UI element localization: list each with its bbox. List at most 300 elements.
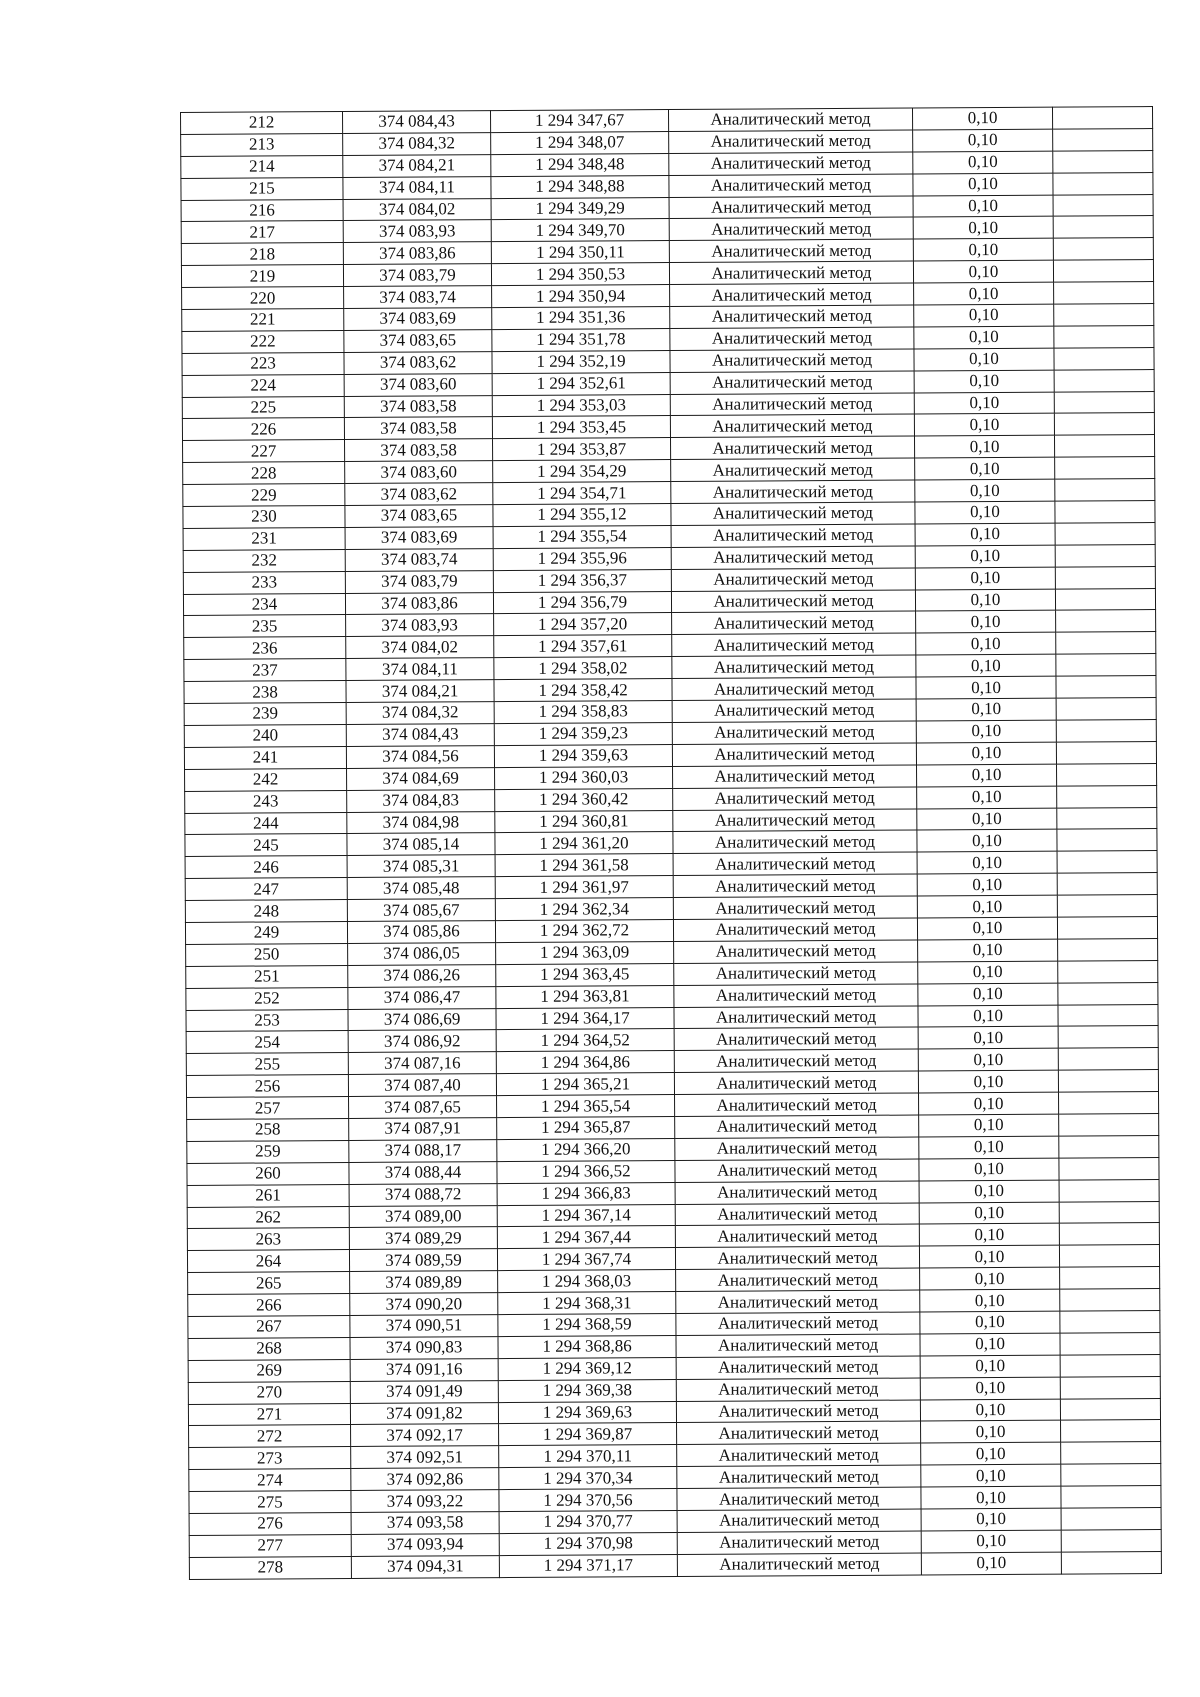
accuracy-cell: 0,10: [920, 1311, 1060, 1334]
method-cell: Аналитический метод: [674, 1071, 918, 1094]
empty-cell: [1058, 1004, 1158, 1027]
coordinate-x-cell: 374 085,31: [347, 855, 495, 878]
coordinate-y-cell: 1 294 363,81: [496, 985, 674, 1008]
coordinate-x-cell: 374 092,51: [351, 1446, 499, 1469]
empty-cell: [1060, 1376, 1160, 1399]
point-number-cell: 264: [187, 1250, 349, 1273]
method-cell: Аналитический метод: [670, 414, 914, 437]
accuracy-cell: 0,10: [918, 1048, 1058, 1071]
accuracy-cell: 0,10: [916, 742, 1056, 765]
coordinate-x-cell: 374 091,82: [350, 1402, 498, 1425]
accuracy-cell: 0,10: [917, 873, 1057, 896]
accuracy-cell: 0,10: [921, 1508, 1061, 1531]
method-cell: Аналитический метод: [677, 1465, 921, 1488]
coordinate-y-cell: 1 294 351,78: [492, 328, 670, 351]
coordinate-x-cell: 374 090,51: [350, 1315, 498, 1338]
method-cell: Аналитический метод: [671, 524, 915, 547]
point-number-cell: 263: [187, 1228, 349, 1251]
coordinate-y-cell: 1 294 368,86: [498, 1335, 676, 1358]
coordinate-y-cell: 1 294 369,87: [499, 1423, 677, 1446]
method-cell: Аналитический метод: [675, 1093, 919, 1116]
coordinate-x-cell: 374 084,11: [346, 658, 494, 681]
coordinate-x-cell: 374 083,74: [344, 286, 492, 309]
method-cell: Аналитический метод: [675, 1181, 919, 1204]
coordinate-x-cell: 374 093,58: [351, 1512, 499, 1535]
method-cell: Аналитический метод: [673, 896, 917, 919]
coordinate-y-cell: 1 294 370,77: [499, 1510, 677, 1533]
method-cell: Аналитический метод: [677, 1509, 921, 1532]
coordinate-x-cell: 374 083,86: [345, 592, 493, 615]
coordinate-x-cell: 374 083,58: [344, 395, 492, 418]
coordinate-x-cell: 374 083,69: [344, 308, 492, 331]
coordinate-x-cell: 374 092,86: [351, 1468, 499, 1491]
method-cell: Аналитический метод: [675, 1159, 919, 1182]
point-number-cell: 259: [187, 1140, 349, 1163]
empty-cell: [1053, 128, 1153, 151]
coordinate-x-cell: 374 084,43: [343, 111, 491, 134]
empty-cell: [1056, 698, 1156, 721]
coordinate-y-cell: 1 294 368,03: [498, 1270, 676, 1293]
accuracy-cell: 0,10: [920, 1399, 1060, 1422]
accuracy-cell: 0,10: [915, 457, 1055, 480]
coordinate-y-cell: 1 294 347,67: [490, 110, 668, 133]
coordinate-y-cell: 1 294 355,96: [493, 547, 671, 570]
point-number-cell: 278: [189, 1556, 351, 1579]
coordinate-y-cell: 1 294 359,23: [494, 722, 672, 745]
point-number-cell: 260: [187, 1162, 349, 1185]
point-number-cell: 216: [181, 199, 343, 222]
empty-cell: [1058, 1048, 1158, 1071]
point-number-cell: 223: [182, 352, 344, 375]
accuracy-cell: 0,10: [918, 961, 1058, 984]
point-number-cell: 231: [183, 527, 345, 550]
empty-cell: [1059, 1179, 1159, 1202]
empty-cell: [1054, 304, 1154, 327]
method-cell: Аналитический метод: [669, 261, 913, 284]
method-cell: Аналитический метод: [671, 568, 915, 591]
coordinate-x-cell: 374 087,91: [349, 1118, 497, 1141]
method-cell: Аналитический метод: [676, 1400, 920, 1423]
empty-cell: [1053, 172, 1153, 195]
coordinate-y-cell: 1 294 361,97: [495, 876, 673, 899]
method-cell: Аналитический метод: [677, 1443, 921, 1466]
accuracy-cell: 0,10: [919, 1158, 1059, 1181]
coordinate-y-cell: 1 294 363,45: [496, 963, 674, 986]
point-number-cell: 239: [184, 703, 346, 726]
coordinate-y-cell: 1 294 364,86: [496, 1051, 674, 1074]
accuracy-cell: 0,10: [914, 436, 1054, 459]
method-cell: Аналитический метод: [672, 721, 916, 744]
method-cell: Аналитический метод: [673, 809, 917, 832]
coordinate-y-cell: 1 294 369,12: [498, 1357, 676, 1380]
accuracy-cell: 0,10: [917, 764, 1057, 787]
method-cell: Аналитический метод: [676, 1290, 920, 1313]
empty-cell: [1058, 960, 1158, 983]
empty-cell: [1059, 1157, 1159, 1180]
accuracy-cell: 0,10: [917, 830, 1057, 853]
accuracy-cell: 0,10: [913, 239, 1053, 262]
coordinate-x-cell: 374 083,62: [345, 483, 493, 506]
accuracy-cell: 0,10: [919, 1224, 1059, 1247]
accuracy-cell: 0,10: [916, 611, 1056, 634]
accuracy-cell: 0,10: [921, 1442, 1061, 1465]
coordinate-x-cell: 374 083,74: [345, 548, 493, 571]
method-cell: Аналитический метод: [676, 1312, 920, 1335]
coordinate-y-cell: 1 294 355,54: [493, 525, 671, 548]
empty-cell: [1055, 544, 1155, 567]
point-number-cell: 266: [188, 1294, 350, 1317]
coordinate-y-cell: 1 294 349,70: [491, 219, 669, 242]
coordinate-x-cell: 374 088,44: [349, 1161, 497, 1184]
point-number-cell: 240: [184, 724, 346, 747]
method-cell: Аналитический метод: [676, 1334, 920, 1357]
empty-cell: [1061, 1529, 1161, 1552]
coordinate-y-cell: 1 294 362,34: [495, 898, 673, 921]
method-cell: Аналитический метод: [673, 830, 917, 853]
empty-cell: [1060, 1289, 1160, 1312]
accuracy-cell: 0,10: [914, 304, 1054, 327]
coordinate-y-cell: 1 294 352,19: [492, 350, 670, 373]
method-cell: Аналитический метод: [673, 787, 917, 810]
coordinate-y-cell: 1 294 355,12: [493, 504, 671, 527]
coordinate-y-cell: 1 294 359,63: [494, 744, 672, 767]
accuracy-cell: 0,10: [919, 1114, 1059, 1137]
coordinate-x-cell: 374 084,56: [346, 745, 494, 768]
coordinate-x-cell: 374 093,94: [351, 1533, 499, 1556]
method-cell: Аналитический метод: [669, 196, 913, 219]
accuracy-cell: 0,10: [915, 523, 1055, 546]
coordinate-x-cell: 374 084,43: [346, 724, 494, 747]
coordinate-x-cell: 374 083,93: [343, 220, 491, 243]
accuracy-cell: 0,10: [918, 1070, 1058, 1093]
empty-cell: [1056, 719, 1156, 742]
empty-cell: [1059, 1201, 1159, 1224]
accuracy-cell: 0,10: [915, 567, 1055, 590]
coordinate-y-cell: 1 294 349,29: [491, 197, 669, 220]
coordinate-x-cell: 374 084,11: [343, 176, 491, 199]
accuracy-cell: 0,10: [913, 129, 1053, 152]
coordinate-x-cell: 374 088,17: [349, 1139, 497, 1162]
method-cell: Аналитический метод: [675, 1203, 919, 1226]
accuracy-cell: 0,10: [913, 195, 1053, 218]
empty-cell: [1054, 347, 1154, 370]
coordinate-x-cell: 374 083,65: [345, 505, 493, 528]
empty-cell: [1056, 763, 1156, 786]
point-number-cell: 269: [188, 1359, 350, 1382]
point-number-cell: 236: [184, 637, 346, 660]
method-cell: Аналитический метод: [670, 283, 914, 306]
coordinate-y-cell: 1 294 350,11: [491, 241, 669, 264]
method-cell: Аналитический метод: [671, 546, 915, 569]
coordinate-x-cell: 374 083,58: [345, 439, 493, 462]
empty-cell: [1055, 522, 1155, 545]
accuracy-cell: 0,10: [913, 217, 1053, 240]
point-number-cell: 262: [187, 1206, 349, 1229]
empty-cell: [1061, 1486, 1161, 1509]
point-number-cell: 274: [189, 1469, 351, 1492]
coordinate-x-cell: 374 086,26: [348, 964, 496, 987]
accuracy-cell: 0,10: [914, 326, 1054, 349]
coordinate-y-cell: 1 294 365,54: [497, 1095, 675, 1118]
coordinate-x-cell: 374 083,60: [345, 461, 493, 484]
empty-cell: [1057, 807, 1157, 830]
method-cell: Аналитический метод: [675, 1115, 919, 1138]
point-number-cell: 213: [181, 133, 343, 156]
method-cell: Аналитический метод: [676, 1356, 920, 1379]
empty-cell: [1057, 785, 1157, 808]
accuracy-cell: 0,10: [921, 1486, 1061, 1509]
method-cell: Аналитический метод: [669, 239, 913, 262]
coordinate-y-cell: 1 294 366,20: [497, 1138, 675, 1161]
empty-cell: [1053, 216, 1153, 239]
empty-cell: [1058, 938, 1158, 961]
coordinate-y-cell: 1 294 357,61: [494, 635, 672, 658]
point-number-cell: 252: [186, 987, 348, 1010]
coordinate-x-cell: 374 084,98: [347, 811, 495, 834]
accuracy-cell: 0,10: [920, 1267, 1060, 1290]
coordinate-x-cell: 374 084,32: [343, 132, 491, 155]
coordinate-x-cell: 374 085,14: [347, 833, 495, 856]
point-number-cell: 277: [189, 1534, 351, 1557]
method-cell: Аналитический метод: [672, 699, 916, 722]
point-number-cell: 220: [182, 287, 344, 310]
accuracy-cell: 0,10: [915, 545, 1055, 568]
empty-cell: [1053, 194, 1153, 217]
empty-cell: [1060, 1267, 1160, 1290]
coordinate-x-cell: 374 083,69: [345, 527, 493, 550]
accuracy-cell: 0,10: [919, 1245, 1059, 1268]
point-number-cell: 257: [187, 1097, 349, 1120]
method-cell: Аналитический метод: [677, 1531, 921, 1554]
point-number-cell: 273: [189, 1447, 351, 1470]
accuracy-cell: 0,10: [920, 1289, 1060, 1312]
method-cell: Аналитический метод: [674, 940, 918, 963]
point-number-cell: 245: [185, 834, 347, 857]
coordinate-x-cell: 374 094,31: [351, 1555, 499, 1578]
empty-cell: [1056, 654, 1156, 677]
coordinate-y-cell: 1 294 366,83: [497, 1182, 675, 1205]
empty-cell: [1054, 413, 1154, 436]
accuracy-cell: 0,10: [914, 348, 1054, 371]
empty-cell: [1055, 566, 1155, 589]
empty-cell: [1055, 479, 1155, 502]
empty-cell: [1055, 588, 1155, 611]
method-cell: Аналитический метод: [673, 765, 917, 788]
accuracy-cell: 0,10: [913, 173, 1053, 196]
point-number-cell: 254: [186, 1031, 348, 1054]
point-number-cell: 234: [183, 593, 345, 616]
coordinate-x-cell: 374 086,92: [348, 1030, 496, 1053]
method-cell: Аналитический метод: [676, 1378, 920, 1401]
method-cell: Аналитический метод: [674, 962, 918, 985]
method-cell: Аналитический метод: [673, 918, 917, 941]
coordinate-y-cell: 1 294 348,07: [491, 131, 669, 154]
point-number-cell: 237: [184, 659, 346, 682]
accuracy-cell: 0,10: [916, 698, 1056, 721]
empty-cell: [1060, 1311, 1160, 1334]
point-number-cell: 219: [181, 265, 343, 288]
accuracy-cell: 0,10: [914, 282, 1054, 305]
accuracy-cell: 0,10: [916, 633, 1056, 656]
accuracy-cell: 0,10: [919, 1202, 1059, 1225]
accuracy-cell: 0,10: [917, 808, 1057, 831]
accuracy-cell: 0,10: [917, 917, 1057, 940]
point-number-cell: 267: [188, 1315, 350, 1338]
coordinate-x-cell: 374 084,21: [343, 154, 491, 177]
empty-cell: [1061, 1464, 1161, 1487]
empty-cell: [1052, 107, 1152, 130]
empty-cell: [1054, 325, 1154, 348]
coordinate-y-cell: 1 294 371,17: [499, 1554, 677, 1577]
coordinate-x-cell: 374 083,79: [345, 570, 493, 593]
coordinate-x-cell: 374 084,83: [347, 789, 495, 812]
accuracy-cell: 0,10: [921, 1530, 1061, 1553]
point-number-cell: 241: [184, 746, 346, 769]
method-cell: Аналитический метод: [670, 305, 914, 328]
empty-cell: [1056, 632, 1156, 655]
coordinate-x-cell: 374 085,67: [347, 899, 495, 922]
coordinate-x-cell: 374 083,65: [344, 330, 492, 353]
empty-cell: [1057, 829, 1157, 852]
method-cell: Аналитический метод: [669, 130, 913, 153]
coordinate-x-cell: 374 083,60: [344, 373, 492, 396]
coordinate-y-cell: 1 294 358,83: [494, 701, 672, 724]
method-cell: Аналитический метод: [670, 327, 914, 350]
method-cell: Аналитический метод: [677, 1487, 921, 1510]
accuracy-cell: 0,10: [919, 1180, 1059, 1203]
point-number-cell: 232: [183, 549, 345, 572]
empty-cell: [1061, 1442, 1161, 1465]
accuracy-cell: 0,10: [915, 479, 1055, 502]
coordinate-y-cell: 1 294 354,71: [493, 482, 671, 505]
coordinate-y-cell: 1 294 367,44: [497, 1226, 675, 1249]
coordinate-y-cell: 1 294 352,61: [492, 372, 670, 395]
method-cell: Аналитический метод: [675, 1246, 919, 1269]
coordinate-y-cell: 1 294 370,11: [499, 1445, 677, 1468]
point-number-cell: 218: [181, 243, 343, 266]
method-cell: Аналитический метод: [670, 349, 914, 372]
point-number-cell: 228: [183, 462, 345, 485]
method-cell: Аналитический метод: [670, 393, 914, 416]
accuracy-cell: 0,10: [917, 851, 1057, 874]
method-cell: Аналитический метод: [674, 1006, 918, 1029]
method-cell: Аналитический метод: [670, 436, 914, 459]
coordinate-x-cell: 374 087,40: [348, 1074, 496, 1097]
coordinate-y-cell: 1 294 364,52: [496, 1029, 674, 1052]
coordinate-y-cell: 1 294 360,42: [495, 788, 673, 811]
point-number-cell: 265: [188, 1272, 350, 1295]
method-cell: Аналитический метод: [671, 502, 915, 525]
coordinate-y-cell: 1 294 369,38: [498, 1379, 676, 1402]
accuracy-cell: 0,10: [921, 1552, 1061, 1575]
point-number-cell: 233: [183, 571, 345, 594]
empty-cell: [1058, 1026, 1158, 1049]
empty-cell: [1054, 435, 1154, 458]
coordinate-x-cell: 374 083,58: [344, 417, 492, 440]
coordinate-x-cell: 374 083,93: [346, 614, 494, 637]
coordinate-y-cell: 1 294 356,79: [493, 591, 671, 614]
empty-cell: [1056, 676, 1156, 699]
coordinate-x-cell: 374 092,17: [351, 1424, 499, 1447]
method-cell: Аналитический метод: [671, 480, 915, 503]
method-cell: Аналитический метод: [676, 1268, 920, 1291]
point-number-cell: 246: [185, 856, 347, 879]
coordinate-x-cell: 374 085,48: [347, 877, 495, 900]
point-number-cell: 215: [181, 177, 343, 200]
point-number-cell: 247: [185, 878, 347, 901]
point-number-cell: 242: [185, 768, 347, 791]
empty-cell: [1058, 982, 1158, 1005]
method-cell: Аналитический метод: [677, 1553, 921, 1576]
accuracy-cell: 0,10: [920, 1355, 1060, 1378]
point-number-cell: 214: [181, 155, 343, 178]
method-cell: Аналитический метод: [677, 1421, 921, 1444]
method-cell: Аналитический метод: [668, 108, 912, 131]
point-number-cell: 238: [184, 681, 346, 704]
empty-cell: [1061, 1420, 1161, 1443]
coordinate-y-cell: 1 294 358,42: [494, 679, 672, 702]
accuracy-cell: 0,10: [914, 414, 1054, 437]
accuracy-cell: 0,10: [919, 1136, 1059, 1159]
point-number-cell: 250: [186, 943, 348, 966]
method-cell: Аналитический метод: [674, 1049, 918, 1072]
empty-cell: [1057, 916, 1157, 939]
empty-cell: [1060, 1398, 1160, 1421]
empty-cell: [1056, 610, 1156, 633]
coordinate-x-cell: 374 087,16: [348, 1052, 496, 1075]
method-cell: Аналитический метод: [670, 371, 914, 394]
coordinate-x-cell: 374 090,83: [350, 1336, 498, 1359]
coordinate-y-cell: 1 294 370,34: [499, 1467, 677, 1490]
empty-cell: [1053, 238, 1153, 261]
method-cell: Аналитический метод: [672, 633, 916, 656]
method-cell: Аналитический метод: [675, 1137, 919, 1160]
accuracy-cell: 0,10: [916, 654, 1056, 677]
method-cell: Аналитический метод: [672, 655, 916, 678]
empty-cell: [1059, 1135, 1159, 1158]
coordinate-y-cell: 1 294 365,21: [496, 1073, 674, 1096]
coordinate-y-cell: 1 294 350,94: [492, 285, 670, 308]
empty-cell: [1059, 1223, 1159, 1246]
accuracy-cell: 0,10: [919, 1092, 1059, 1115]
point-number-cell: 235: [184, 615, 346, 638]
coordinate-x-cell: 374 089,29: [349, 1227, 497, 1250]
point-number-cell: 226: [182, 418, 344, 441]
coordinate-y-cell: 1 294 348,88: [491, 175, 669, 198]
coordinate-y-cell: 1 294 354,29: [493, 460, 671, 483]
coordinate-x-cell: 374 086,05: [348, 942, 496, 965]
point-number-cell: 276: [189, 1512, 351, 1535]
point-number-cell: 271: [188, 1403, 350, 1426]
empty-cell: [1060, 1354, 1160, 1377]
coordinate-x-cell: 374 083,79: [343, 264, 491, 287]
coordinate-x-cell: 374 089,59: [349, 1249, 497, 1272]
point-number-cell: 249: [185, 921, 347, 944]
coordinate-y-cell: 1 294 366,52: [497, 1160, 675, 1183]
coordinate-y-cell: 1 294 356,37: [493, 569, 671, 592]
coordinate-y-cell: 1 294 368,59: [498, 1313, 676, 1336]
accuracy-cell: 0,10: [921, 1464, 1061, 1487]
method-cell: Аналитический метод: [671, 590, 915, 613]
point-number-cell: 227: [183, 440, 345, 463]
empty-cell: [1058, 1070, 1158, 1093]
point-number-cell: 275: [189, 1491, 351, 1514]
empty-cell: [1059, 1114, 1159, 1137]
coordinate-x-cell: 374 091,16: [350, 1358, 498, 1381]
coordinate-y-cell: 1 294 370,56: [499, 1489, 677, 1512]
coordinate-x-cell: 374 086,69: [348, 1008, 496, 1031]
coordinate-x-cell: 374 086,47: [348, 986, 496, 1009]
